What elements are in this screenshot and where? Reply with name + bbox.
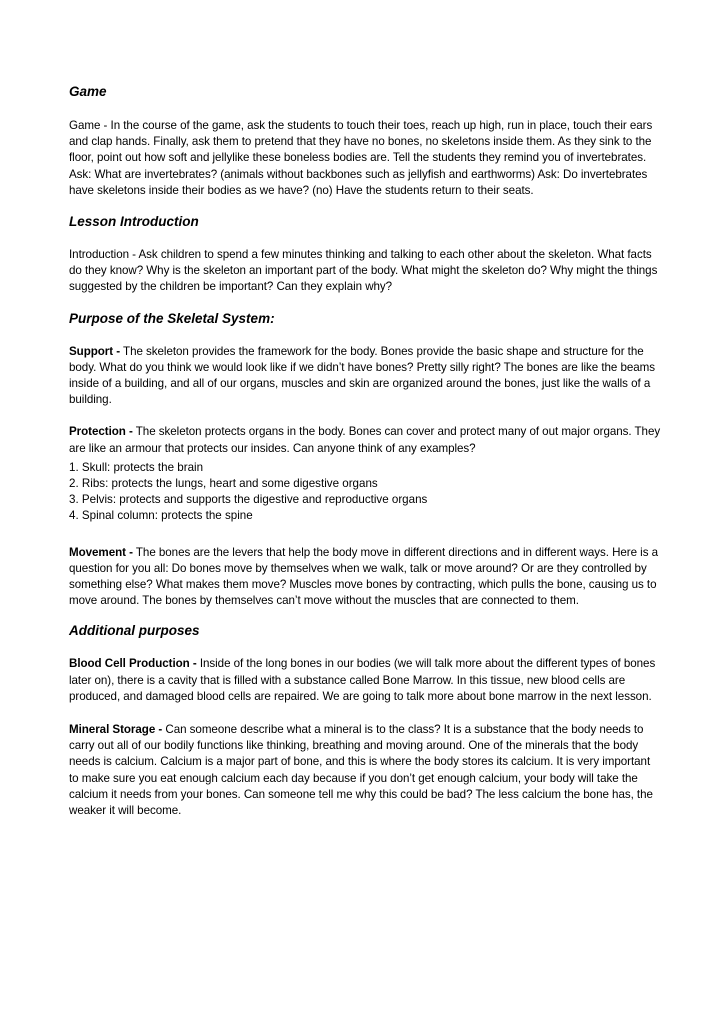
blood-cell-production-paragraph xyxy=(69,656,661,705)
protection-list xyxy=(69,460,661,525)
mineral-storage-paragraph xyxy=(69,722,661,819)
lesson-introduction-heading: Lesson Introduction xyxy=(69,214,199,230)
list-item: 2. Ribs: protects the lungs, heart and some digestive organs xyxy=(69,477,378,491)
mineral-storage-label: Mineral Storage - xyxy=(69,723,163,737)
list-item: 4. Spinal column: protects the spine xyxy=(69,509,253,523)
introduction-paragraph: Introduction - Ask children to spend a few minutes thinking and talking to each other about the skeleton. What facts do they know? Why is the skeleton an important part of the body. What might the skeleton do? Why might the things suggested by the children be important? Can they explain why? xyxy=(69,248,658,294)
protection-text: The skeleton protects organs in the body. Bones can cover and protect many of out major organs. They are like an armour that protects our insides. Can anyone think of any examples? xyxy=(69,425,661,455)
game-heading: Game xyxy=(69,84,107,99)
blood-cell-production-text: Inside of the long bones in our bodies (we will talk more about the different types of bones later on), there is a cavity that is filled with a substance called Bone Marrow. In this tissue, new blood cells are produced, and damaged blood cells are repaired. We are going to talk more about bone marrow in the next lesson. xyxy=(69,657,656,703)
purpose-heading: Purpose of the Skeletal System: xyxy=(69,310,275,326)
game-paragraph: Game - In the course of the game, ask the students to touch their toes, reach up high, run in place, touch their ears and clap hands. Finally, ask them to pretend that they have no bones, no skeletons inside them. As they sink to the floor, point out how soft and jellylike these boneless bodies are. Tell the students they remind you of invertebrates. Ask: What are invertebrates? (animals without backbones such as jellyfish and earthworms) Ask: Do invertebrates have skeletons inside their bodies as we have? (no) Have the students return to their seats. xyxy=(69,119,653,197)
list-item: 3. Pelvis: protects and supports the digestive and reproductive organs xyxy=(69,493,428,507)
movement-label: Movement - xyxy=(69,545,133,559)
movement-text: The bones are the levers that help the body move in different directions and in different ways. Here is a question for you all: Do bones move by themselves when we walk, talk or move around? Or are they controlled by something else? What makes them move? Muscles move bones by contracting, which pulls the bone, causing us to move around. The bones by themselves can’t move without the muscles that are connected to them. xyxy=(69,545,659,608)
support-label: Support - xyxy=(69,344,121,358)
support-text: The skeleton provides the framework for the body. Bones provide the basic shape and structure for the body. What do you think we would look like if we didn’t have bones? Pretty silly right? The bones are like the beams inside of a building, and all of our organs, muscles and skin are organized around the bones, just like the walls of a building. xyxy=(69,344,656,407)
protection-label: Protection - xyxy=(69,425,133,439)
mineral-storage-text: Can someone describe what a mineral is to the class? It is a substance that the body needs to carry out all of our bodily functions like thinking, breathing and moving around. One of the minerals that the body needs is calcium. Calcium is a major part of bone, and this is where the body stores its calcium. It is very important to make sure you eat enough calcium each day because if you don’t get enough calcium, your body will take the calcium it needs from your bones. Can someone tell me why this could be bad? The less calcium the bone has, the weaker it will become. xyxy=(69,723,653,818)
document-page xyxy=(69,84,661,819)
blood-cell-production-label: Blood Cell Production - xyxy=(69,657,197,671)
support-paragraph xyxy=(69,344,661,409)
list-item: 1. Skull: protects the brain xyxy=(69,460,204,474)
movement-paragraph xyxy=(69,545,661,610)
additional-purposes-heading: Additional purposes xyxy=(69,623,200,639)
protection-paragraph xyxy=(69,424,661,456)
